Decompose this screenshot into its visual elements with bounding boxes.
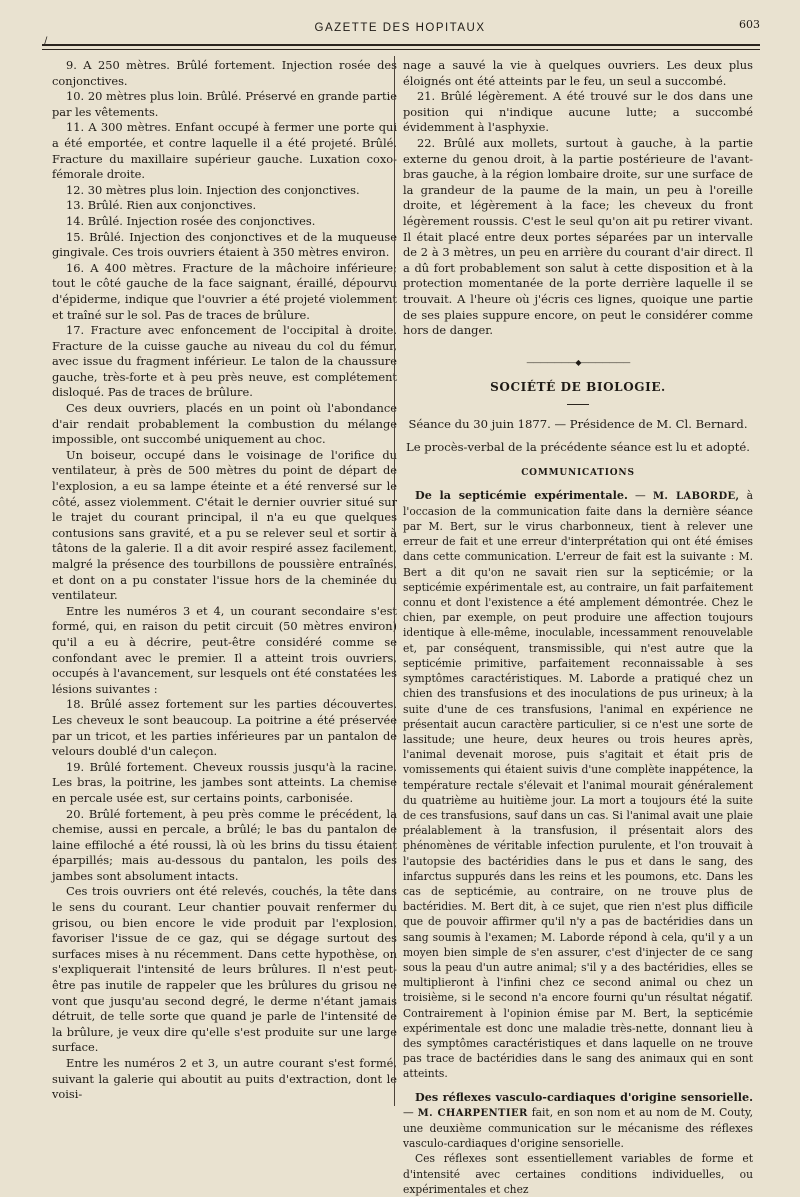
paragraph: Ces réflexes sont essentiellement variables de forme et d'intensité avec certaines conditions individuelles, ou expérimentales et chez [403,1152,753,1196]
paragraph: Entre les numéros 3 et 4, un courant secondaire s'est formé, qui, en raison du petit circuit (50 mètres environ) qu'il a eu à décrire, peut-être considéré comme se confondant avec le premier. Il a atteint trois ouvriers, occupés à l'avancement, sur lesquels ont été constatées les lésions suivantes : [52,603,397,696]
communication-text: fait, en son nom et au nom de M. Couty, une deuxième communication sur le mécanisme des réflexes vasculo-cardiaques d'origine sensorielle. [403,1105,753,1151]
section-title: SOCIÉTÉ DE BIOLOGIE. [490,380,666,395]
communication-heading: Des réflexes vasculo-cardiaques d'origine sensorielle. [415,1089,753,1104]
communication-charpentier [403,1090,753,1152]
journal-title: GAZETTE DES HOPITAUX [314,22,486,34]
communications-body [403,488,753,1197]
minutes-line: Le procès-verbal de la précédente séance est lu et adopté. [406,440,750,455]
section-ornament: ———————◆——————— [526,357,630,367]
short-rule [567,404,589,405]
paragraph: 17. Fracture avec enfoncement de l'occipital à droite. Fracture de la cuisse gauche au niveau du col du fémur, avec issue du fragment inférieur. Le talon de la chaussure gauche, très-forte et à peu près neuve, est complétement disloqué. Pas de traces de brûlure. [52,323,397,400]
paragraph: 20. Brûlé fortement, à peu près comme le précédent, la chemise, aussi en percale, a brûlé; le bas du pantalon de laine effiloché a été roussi, là où les brins du tissu étaient éparpillés; mais au-dessous du pantalon, les poils des jambes sont absolument intacts. [52,806,397,883]
page-number: 603 [739,18,760,31]
header-rule-thick [42,44,760,46]
dash: — [403,1105,414,1119]
header-rule-thin [42,49,760,50]
right-column [403,58,753,1197]
left-column [52,58,397,1103]
paragraph: 14. Brûlé. Injection rosée des conjonctives. [66,213,316,228]
paragraph: 13. Brûlé. Rien aux conjonctives. [66,198,257,213]
paragraph: 12. 30 mètres plus loin. Injection des conjonctives. [66,182,360,197]
paragraph: 10. 20 mètres plus loin. Brûlé. Préservé en grande partie par les vêtements. [52,89,397,119]
paragraph: 22. Brûlé aux mollets, surtout à gauche, à la partie externe du genou droit, à la partie postérieure de l'avant-bras gauche, à la région lombaire droite, sur une surface de la grandeur de la paume de la main, un peu à l'oreille droite, et légèrement à la face; les cheveux du front légèrement roussis. C'est le seul qu'on ait pu retirer vivant. Il était placé entre deux portes séparées par un intervalle de 2 à 3 mètres, un peu en arrière du courant d'air direct. Il a dû fort probablement son salut à cette disposition et à la protection momentanée de la porte derrière laquelle il se trouvait. A l'heure où j'écris ces lignes, quoique une partie de ses plaies suppure encore, on peut le considérer comme hors de danger. [403,135,753,338]
session-line: Séance du 30 juin 1877. — Présidence de M. Cl. Bernard. [408,416,748,431]
paragraph: nage a sauvé la vie à quelques ouvriers. Les deux plus éloignés ont été atteints par le feu, un seul a succombé. [403,58,753,88]
communication-author: M. CHARPENTIER [417,1107,528,1119]
paragraph: Entre les numéros 2 et 3, un autre courant s'est formé, suivant la galerie qui aboutit au puits d'extraction, dont le voisi- [52,1056,397,1102]
communication-heading: De la septicémie expérimentale. [415,487,628,502]
page-header [40,18,760,40]
paragraph: Un boiseur, occupé dans le voisinage de l'orifice du ventilateur, à près de 500 mètres du point de départ de l'explosion, a eu sa lampe éteinte et a été renversé sur le côté, assez violemment. C'était le dernier ouvrier situé sur le trajet du courant principal, il n'a eu que quelques contusions sans gravité, et a pu se relever seul et sortir à tâtons de la galerie. Il a dit avoir respiré assez facilement, malgré la présence des tourbillons de poussière entraînés, et dont on a pu constater l'issue hors de la cheminée du ventilateur. [52,447,397,603]
column-divider [394,56,395,1106]
paragraph: 19. Brûlé fortement. Cheveux roussis jusqu'à la racine. Les bras, la poitrine, les jambes sont atteints. La chemise en percale usée est, sur certains points, carbonisée. [52,759,397,805]
margin-mark: / [44,36,48,47]
communication-text: à l'occasion de la communication faite dans la dernière séance par M. Bert, sur le virus charbonneux, tient à relever une erreur de fait et une erreur d'interprétation qui ont été émises dans cette communication. L'erreur de fait est la suivante : M. Bert a dit qu'on ne savait rien sur la septicémie; or la septicémie expérimentale est, au contraire, un fait parfaitement connu et dont l'existence a été amplement démontrée. Chez le chien, par exemple, on peut produire une affection toujours identique à elle-même, inoculable, incessamment renouvelable et, par conséquent, transmissible, qui n'est autre que la septicémie primitive, parfaitement reconnaissable à ses symptômes caractéristiques. M. Laborde a pratiqué chez un chien des transfusions et des inoculations de pus urineux; à la suite d'une de ces transfusions, l'animal en expérience ne présentait aucun caractère particulier, si ce n'est une sorte de lassitude; une heure, deux heures ou trois heures après, l'animal devenait morose, puis s'agitait et était pris de vomissements qui étaient suivis d'une complète inappétence, la température rectale s'élevait et l'animal mourait généralement du quatrième au huitième jour. La mort a toujours été la suite de ces transfusions, sauf dans un cas. Si l'animal avait une plaie préalablement à la transfusion, il présentait alors des phénomènes de véritable infection purulente, et l'on trouvait à l'autopsie des bactéridies dans le pus et dans le sang, des infarctus suppurés dans les reins et les poumons, etc. Dans les cas de septicémie, au contraire, on ne trouve plus de bactéridies. M. Bert dit, à ce sujet, que rien n'est plus difficile que de pouvoir affirmer qu'il n'y a pas de bactéridies dans un sang soumis à l'examen; M. Laborde répond à cela, qu'il y a un moyen bien simple de s'en assurer, c'est d'injecter de ce sang sous la peau d'un autre animal; s'il y a des bactéridies, elles se multiplieront à l'infini chez ce second animal ou chez un troisième, si le second n'a encore fourni qu'un résultat négatif. Contrairement à l'opinion émise par M. Bert, la septicémie expérimentale est donc une maladie très-nette, donnant lieu à des symptômes caractéristiques et dans laquelle on ne trouve pas trace de bactéridies dans le sang des animaux qui en sont atteints. [403,488,753,1081]
paragraph: 21. Brûlé légèrement. A été trouvé sur le dos dans une position qui n'indique aucune lutte; a succombé évidemment à l'asphyxie. [403,89,753,135]
communications-label: COMMUNICATIONS [521,468,635,479]
paragraph: Ces deux ouvriers, placés en un point où l'abondance d'air rendait probablement la combustion du mélange impossible, ont succombé uniquement au choc. [52,401,397,447]
paragraph: 18. Brûlé assez fortement sur les parties découvertes. Les cheveux le sont beaucoup. La poitrine a été préservée par un tricot, et les parties inférieures par un pantalon de velours doublé d'un caleçon. [52,697,397,759]
communication-author: M. LABORDE, [652,490,740,502]
communication-laborde: De la septicémie expérimentale. — M. LABORDE, à l'occasion de la communication faite dans la dernière séance par M. Bert, sur le virus charbonneux, tient à relever une erreur de fait et une erreur d'interprétation qui ont été émises dans cette communication. L'erreur de fait est la suivante : M. Bert a dit qu'on ne savait rien sur la septicémie; or la septicémie expérimentale est, au contraire, un fait parfaitement connu et dont l'existence a été amplement démontrée. Chez le chien, par exemple, on peut produire une affection toujours identique à elle-même, inoculable, incessamment renouvelable et, par conséquent, transmissible, qui n'est autre que la septicémie primitive, parfaitement reconnaissable à ses symptômes caractéristiques. M. Laborde a pratiqué chez un chien des transfusions et des inoculations de pus urineux; à la suite d'une de ces transfusions, l'animal en expérience ne présentait aucun caractère particulier, si ce n'est une sorte de lassitude; une heure, deux heures ou trois heures après, l'animal devenait morose, puis s'agitait et était pris de vomissements qui étaient suivis d'une complète inappétence, la température rectale s'élevait et l'animal mourait généralement du quatrième au huitième jour. La mort a toujours été la suite de ces transfusions, sauf dans un cas. Si l'animal avait une plaie préalablement à la transfusion, il présentait alors des phénomènes de véritable infection purulente, et l'on trouvait à l'autopsie des bactéridies dans le pus et dans le sang, des infarctus suppurés dans les reins et les poumons, etc. Dans les cas de septicémie, au contraire, on ne trouve plus de bactéridies. M. Bert dit, à ce sujet, que rien n'est plus difficile que de pouvoir affirmer qu'il n'y a pas de bactéridies dans un sang soumis à l'examen; M. Laborde répond à cela, qu'il y a un moyen bien simple de s'en assurer, c'est d'injecter de ce sang sous la peau d'un autre animal; s'il y a des bactéridies, elles se multiplieront à l'infini chez ce second animal ou chez un troisième, si le second n'a encore fourni qu'un résultat négatif. Contrairement à l'opinion émise par M. Bert, la septicémie expérimentale est donc une maladie très-nette, donnant lieu à des symptômes caractéristiques et dans laquelle on ne trouve pas trace de bactéridies dans le sang des animaux qui en sont atteints. [403,487,753,1081]
paragraph: 9. A 250 mètres. Brûlé fortement. Injection rosée des conjonctives. [52,58,397,88]
paragraph: Ces trois ouvriers ont été relevés, couchés, la tête dans le sens du courant. Leur chantier pouvait renfermer du grisou, ou bien encore le vide produit par l'explosion, favoriser l'issue de ce gaz, qui se dégage surtout des surfaces mises à nu récemment. Dans cette hypothèse, on s'expliquerait l'intensité de leurs brûlures. Il n'est peut-être pas inutile de rappeler que les brûlures du grisou ne vont que jusqu'au second degré, le derme n'étant jamais détruit, de telle sorte que quand je parle de l'intensité de la brûlure, je veux dire qu'elle s'est produite sur une large surface. [52,884,397,1055]
paragraph: 15. Brûlé. Injection des conjonctives et de la muqueuse gingivale. Ces trois ouvriers étaient à 350 mètres environ. [52,229,397,260]
paragraph: 16. A 400 mètres. Fracture de la mâchoire inférieure; tout le côté gauche de la face saignant, éraillé, dépourvu d'épiderme, indique que l'ouvrier a été projeté violemment et traîné sur le sol. Pas de traces de brûlure. [52,260,397,322]
paragraph: 11. A 300 mètres. Enfant occupé à fermer une porte qui a été emportée, et contre laquelle il a été projeté. Brûlé. Fracture du maxillaire supérieur gauche. Luxation coxo-fémorale droite. [52,120,397,182]
